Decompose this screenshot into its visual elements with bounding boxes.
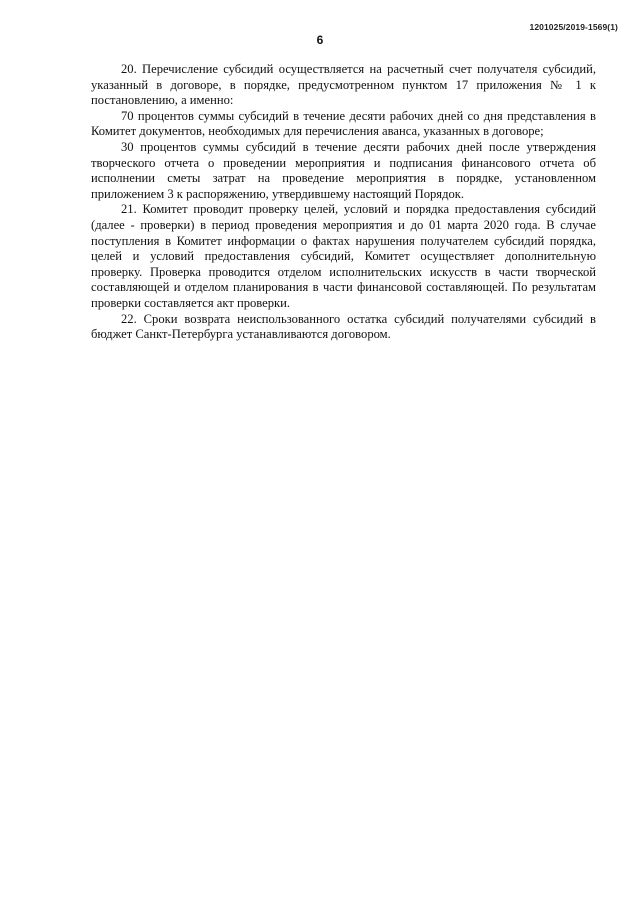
paragraph-20-item-70-percent: 70 процентов суммы субсидий в течение десяти рабочих дней со дня представления в Комитет документов, необходимых для перечисления аванса, указанных в договоре; (91, 108, 596, 139)
paragraph-22: 22. Сроки возврата неиспользованного остатка субсидий получателями субсидий в бюджет Санкт-Петербурга устанавливаются договором. (91, 311, 596, 342)
document-id: 1201025/2019-1569(1) (529, 22, 618, 32)
paragraph-20: 20. Перечисление субсидий осуществляется на расчетный счет получателя субсидий, указанный в договоре, в порядке, предусмотренном пунктом 17 приложения № 1 к постановлению, а именно: (91, 62, 596, 108)
paragraph-21: 21. Комитет проводит проверку целей, условий и порядка предоставления субсидий (далее - проверки) в период проведения мероприятия и до 01 марта 2020 года. В случае поступления в Комитет информации о фактах нарушения получателем субсидий порядка, целей и условий предоставления субсидий, Комитет осуществляет дополнительную проверку. Проверка проводится отделом исполнительских искусств в части творческой составляющей и отделом планирования в части финансовой составляющей. По результатам проверки составляется акт проверки. (91, 202, 596, 310)
paragraph-20-item-30-percent: 30 процентов суммы субсидий в течение десяти рабочих дней после утверждения творческого отчета о проведении мероприятия и подписания финансового отчета об исполнении сметы затрат на проведение мероприятия в порядке, установленном приложением 3 к распоряжению, утвердившему настоящий Порядок. (91, 139, 596, 201)
page-number: 6 (316, 33, 324, 47)
document-body (91, 62, 596, 343)
